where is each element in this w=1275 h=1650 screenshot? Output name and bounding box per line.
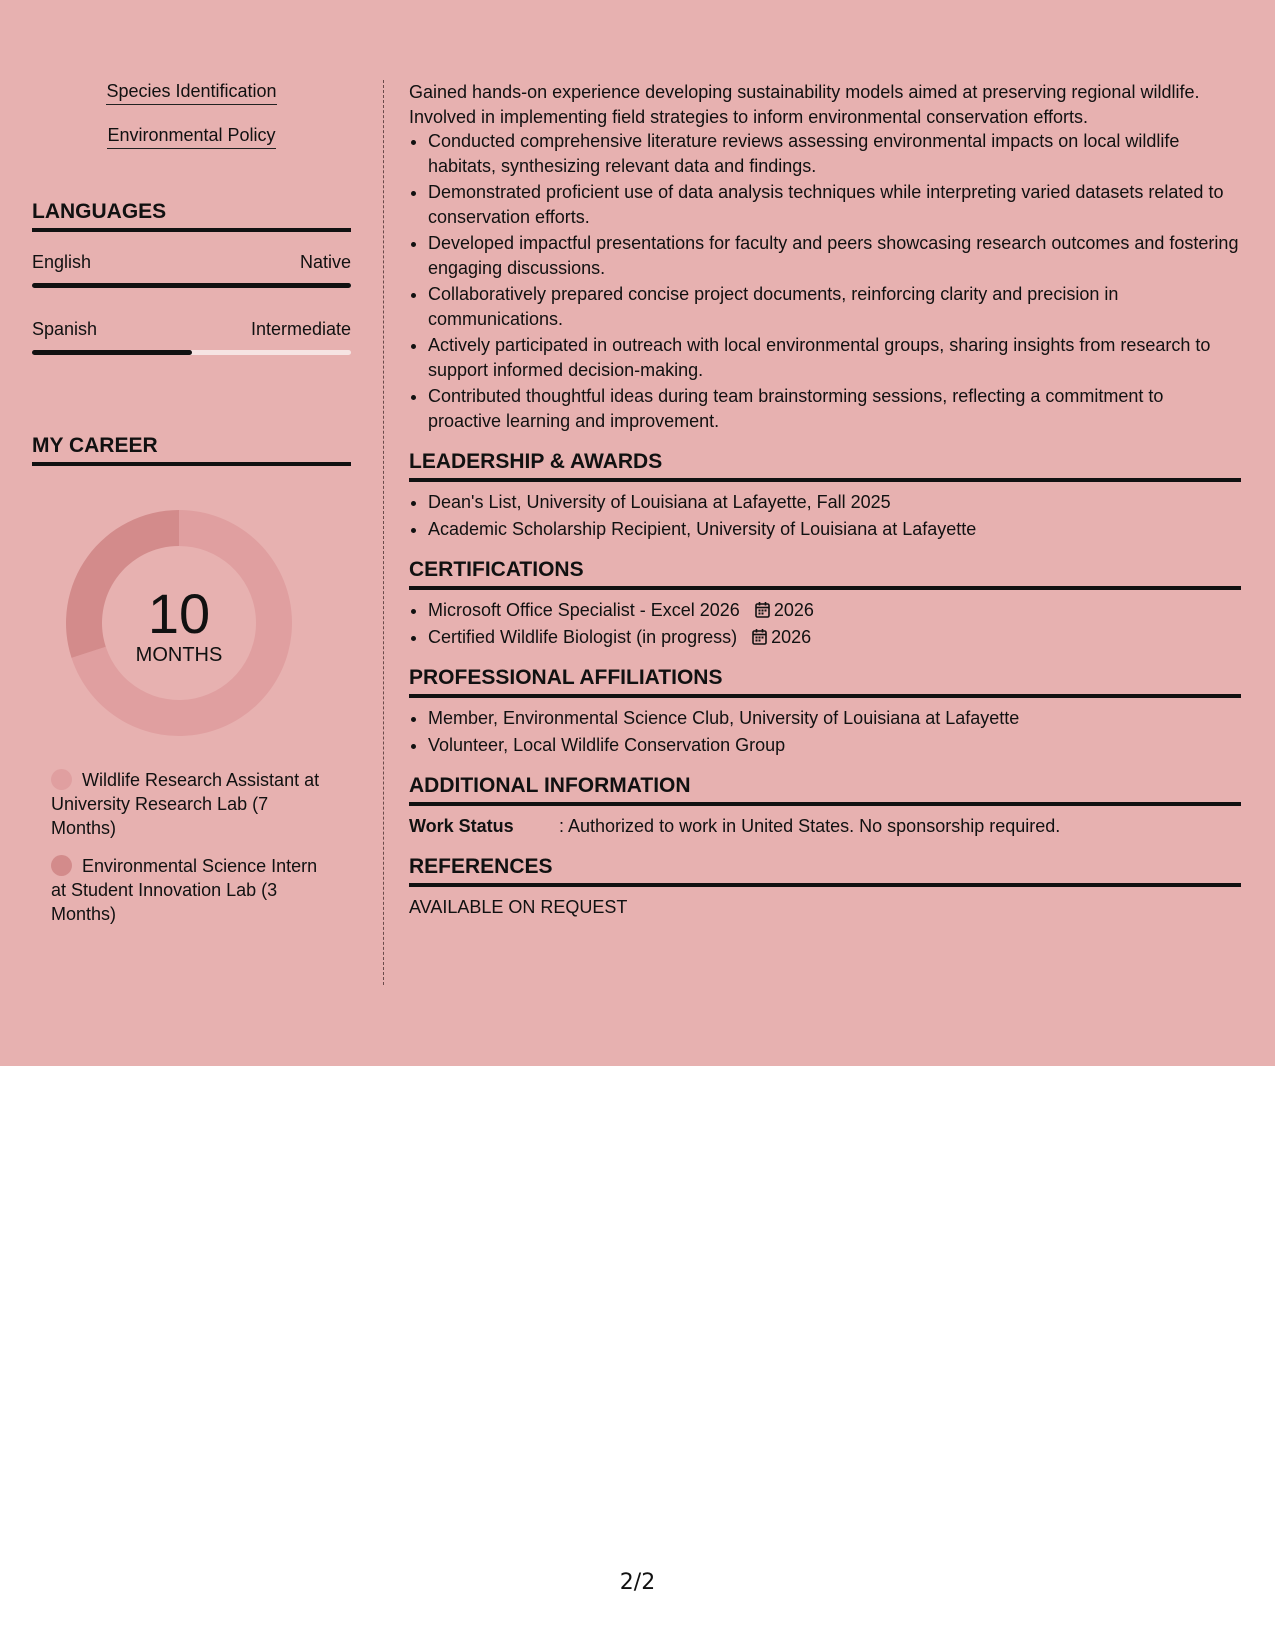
language-name: English bbox=[32, 252, 92, 272]
skills-list bbox=[32, 80, 351, 149]
donut-center bbox=[66, 510, 292, 736]
experience-bullet: • Collaboratively prepared concise project documents, reinforcing clarity and precision in communications. bbox=[428, 282, 1241, 331]
certification-date: 2026 bbox=[773, 600, 814, 620]
references-title: REFERENCES bbox=[409, 854, 1241, 887]
career-title: MY CAREER bbox=[32, 433, 351, 466]
additional-info-title: ADDITIONAL INFORMATION bbox=[409, 773, 1241, 806]
career-donut-chart bbox=[66, 510, 292, 736]
work-status-value: : Authorized to work in United States. No sponsorship required. bbox=[559, 816, 1061, 836]
career-legend-label: Wildlife Research Assistant at University Research Lab (7 Months) bbox=[51, 770, 320, 838]
language-bar bbox=[32, 283, 351, 288]
column-divider bbox=[383, 80, 384, 985]
affiliations-list bbox=[409, 706, 1241, 757]
languages-section bbox=[32, 199, 351, 355]
language-bar-fill bbox=[32, 283, 351, 288]
certification-date-wrap bbox=[752, 627, 811, 647]
certifications-list bbox=[409, 598, 1241, 649]
career-total-value: 10 bbox=[147, 582, 211, 645]
language-name: Spanish bbox=[32, 319, 98, 339]
sidebar bbox=[32, 80, 351, 926]
skill-item: Environmental Policy bbox=[107, 124, 275, 149]
leadership-item: • Dean's List, University of Louisiana at Lafayette, Fall 2025 bbox=[428, 490, 1241, 515]
certifications-title: CERTIFICATIONS bbox=[409, 557, 1241, 590]
language-row bbox=[32, 318, 351, 340]
certification-date-wrap bbox=[755, 600, 814, 620]
work-status-row bbox=[409, 814, 1241, 838]
experience-bullet: • Conducted comprehensive literature reviews assessing environmental impacts on local wildlife habitats, synthesizing relevant data and findings. bbox=[428, 129, 1241, 178]
certification-name: Microsoft Office Specialist - Excel 2026 bbox=[428, 600, 740, 620]
references-text: AVAILABLE ON REQUEST bbox=[409, 897, 628, 917]
language-bar bbox=[32, 350, 351, 355]
experience-bullet: • Demonstrated proficient use of data analysis techniques while interpreting varied datasets related to conservation efforts. bbox=[428, 180, 1241, 229]
leadership-section bbox=[409, 449, 1241, 541]
affiliations-section bbox=[409, 665, 1241, 757]
career-legend-item bbox=[51, 768, 321, 840]
career-legend bbox=[51, 768, 321, 926]
language-row bbox=[32, 251, 351, 273]
legend-dot bbox=[51, 855, 72, 876]
certification-date: 2026 bbox=[771, 626, 812, 647]
certifications-section bbox=[409, 557, 1241, 649]
career-total-unit: MONTHS bbox=[135, 644, 223, 666]
additional-info-section bbox=[409, 773, 1241, 838]
leadership-item: • Academic Scholarship Recipient, University of Louisiana at Lafayette bbox=[428, 517, 1241, 542]
leadership-list bbox=[409, 490, 1241, 541]
affiliation-item: • Member, Environmental Science Club, University of Louisiana at Lafayette bbox=[428, 706, 1241, 731]
career-section bbox=[32, 433, 351, 926]
certification-name: Certified Wildlife Biologist (in progress) bbox=[428, 626, 738, 647]
experience-bullets bbox=[409, 129, 1241, 433]
experience-bullet: • Developed impactful presentations for faculty and peers showcasing research outcomes and fostering engaging discussions. bbox=[428, 231, 1241, 280]
legend-dot bbox=[51, 769, 72, 790]
references-section bbox=[409, 854, 1241, 919]
page-number: 2/2 bbox=[619, 1570, 656, 1595]
skill-item: Species Identification bbox=[106, 80, 276, 105]
language-bar-fill bbox=[32, 350, 192, 355]
certification-item bbox=[428, 625, 1241, 650]
experience-intro: Gained hands-on experience developing sustainability models aimed at preserving regional wildlife. Involved in implementing field strategies to inform environmental conservation efforts. bbox=[409, 82, 1200, 127]
leadership-title: LEADERSHIP & AWARDS bbox=[409, 449, 1241, 482]
certification-item bbox=[428, 598, 1241, 623]
calendar-icon bbox=[755, 601, 770, 618]
career-legend-item bbox=[51, 854, 321, 926]
experience-bullet: • Actively participated in outreach with local environmental groups, sharing insights from research to support informed decision-making. bbox=[428, 333, 1241, 382]
language-level: Intermediate bbox=[250, 319, 351, 339]
work-status-label: Work Status bbox=[409, 816, 514, 836]
languages-title: LANGUAGES bbox=[32, 199, 351, 232]
affiliations-title: PROFESSIONAL AFFILIATIONS bbox=[409, 665, 1241, 698]
affiliation-item: • Volunteer, Local Wildlife Conservation Group bbox=[428, 733, 1241, 758]
career-legend-label: Environmental Science Intern at Student Innovation Lab (3 Months) bbox=[51, 856, 318, 924]
experience-bullet: • Contributed thoughtful ideas during team brainstorming sessions, reflecting a commitment to proactive learning and improvement. bbox=[428, 384, 1241, 433]
calendar-icon bbox=[752, 628, 767, 645]
language-level: Native bbox=[299, 252, 351, 272]
main-content bbox=[409, 80, 1241, 919]
